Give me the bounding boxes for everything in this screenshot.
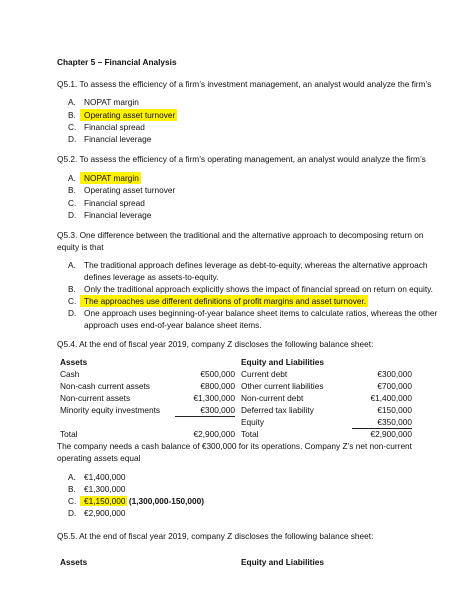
q51-option-text: Financial spread	[84, 122, 145, 132]
liability-value: €1,400,000	[370, 393, 412, 403]
liability-value: €300,000	[377, 369, 412, 379]
q52-option-text-highlighted: NOPAT margin	[80, 172, 141, 184]
q54-option-letter: A.	[68, 472, 76, 482]
q54-option-text: €2,900,000	[84, 508, 126, 518]
q53-question-line2: equity is that	[57, 242, 104, 252]
liabilities-header: Equity and Liabilities	[241, 357, 324, 367]
q51-option-text-highlighted: Operating asset turnover	[80, 109, 177, 121]
q54-option-text: €1,300,000	[84, 484, 126, 494]
chapter-title: Chapter 5 – Financial Analysis	[57, 57, 177, 67]
q52-option-text: Financial spread	[84, 198, 145, 208]
q53-option-letter: A.	[68, 260, 76, 270]
q51-option-letter: D.	[68, 134, 77, 144]
asset-value: €1,300,000	[193, 393, 235, 403]
q53-option-a-line1: The traditional approach defines leverage as debt-to-equity, whereas the alternative approach	[84, 260, 428, 270]
q51-option-letter: A.	[68, 97, 76, 107]
q53-option-letter: B.	[68, 284, 76, 294]
q51-option-letter: B.	[68, 110, 76, 120]
q53-option-letter: D.	[68, 308, 77, 318]
asset-label: Non-cash current assets	[60, 381, 150, 391]
assets-total-rule	[175, 416, 235, 417]
q52-option-letter: B.	[68, 185, 76, 195]
q51-question: Q5.1. To assess the efficiency of a firm’s investment management, an analyst would analyze the firm’s	[57, 79, 432, 89]
q51-option-letter: C.	[68, 122, 77, 132]
q55-assets-header: Assets	[60, 557, 88, 567]
q53-question-line1: Q5.3. One difference between the traditional and the alternative approach to decomposing return on	[57, 230, 424, 240]
q54-option-letter: C.	[68, 496, 77, 506]
q52-option-letter: A.	[68, 173, 76, 183]
q53-option-d-line1: One approach uses beginning-of-year balance sheet items to calculate ratios, whereas the other	[84, 308, 438, 318]
liability-label: Deferred tax liability	[241, 405, 314, 415]
q54-text-line1: The company needs a cash balance of €300,000 for its operations. Company Z’s net non-current	[57, 441, 412, 451]
q52-option-letter: C.	[68, 198, 77, 208]
q54-option-c-line	[80, 495, 204, 507]
liabilities-total-value: €2,900,000	[370, 429, 412, 439]
q53-option-b: Only the traditional approach explicitly shows the impact of financial spread on return on equity.	[84, 284, 433, 294]
q53-option-d-line2: approach uses end-of-year balance sheet items.	[84, 320, 262, 330]
q54-text-line2: operating assets equal	[57, 453, 141, 463]
q54-option-text: €1,400,000	[84, 472, 126, 482]
assets-total-value: €2,900,000	[193, 429, 235, 439]
asset-value: €500,000	[200, 369, 235, 379]
asset-label: Non-current assets	[60, 393, 131, 403]
q52-question: Q5.2. To assess the efficiency of a firm’s operating management, an analyst would analyze the firm’s	[57, 154, 426, 164]
q51-option-text: Financial leverage	[84, 134, 152, 144]
q52-option-text: Financial leverage	[84, 210, 152, 220]
liability-label: Current debt	[241, 369, 288, 379]
asset-value: €300,000	[200, 405, 235, 415]
q55-liabilities-header: Equity and Liabilities	[241, 557, 324, 567]
asset-label: Cash	[60, 369, 80, 379]
q52-option-text: Operating asset turnover	[84, 185, 176, 195]
q54-option-text-highlighted: €1,150,000	[80, 496, 127, 506]
q51-option-text: NOPAT margin	[84, 97, 139, 107]
q54-option-letter: D.	[68, 508, 77, 518]
liability-label: Equity	[241, 417, 265, 427]
liability-label: Other current liabilities	[241, 381, 324, 391]
assets-header: Assets	[60, 357, 88, 367]
q54-option-letter: B.	[68, 484, 76, 494]
q52-option-letter: D.	[68, 210, 77, 220]
liability-label: Non-current debt	[241, 393, 304, 403]
q53-option-c-highlighted: The approaches use different definitions of profit margins and asset turnover.	[80, 295, 368, 307]
liabilities-total-label: Total	[241, 429, 259, 439]
asset-value: €800,000	[200, 381, 235, 391]
q53-option-a-line2: defines leverage as assets-to-equity.	[84, 272, 219, 282]
liability-value: €350,000	[377, 417, 412, 427]
liability-value: €150,000	[377, 405, 412, 415]
asset-label: Minority equity investments	[60, 405, 161, 415]
q54-question: Q5.4. At the end of fiscal year 2019, company Z discloses the following balance sheet:	[57, 339, 374, 349]
q53-option-letter: C.	[68, 296, 77, 306]
assets-total-label: Total	[60, 429, 78, 439]
q55-question: Q5.5. At the end of fiscal year 2019, company Z discloses the following balance sheet:	[57, 531, 374, 541]
q54-option-note: (1,300,000-150,000)	[126, 496, 205, 506]
liability-value: €700,000	[377, 381, 412, 391]
